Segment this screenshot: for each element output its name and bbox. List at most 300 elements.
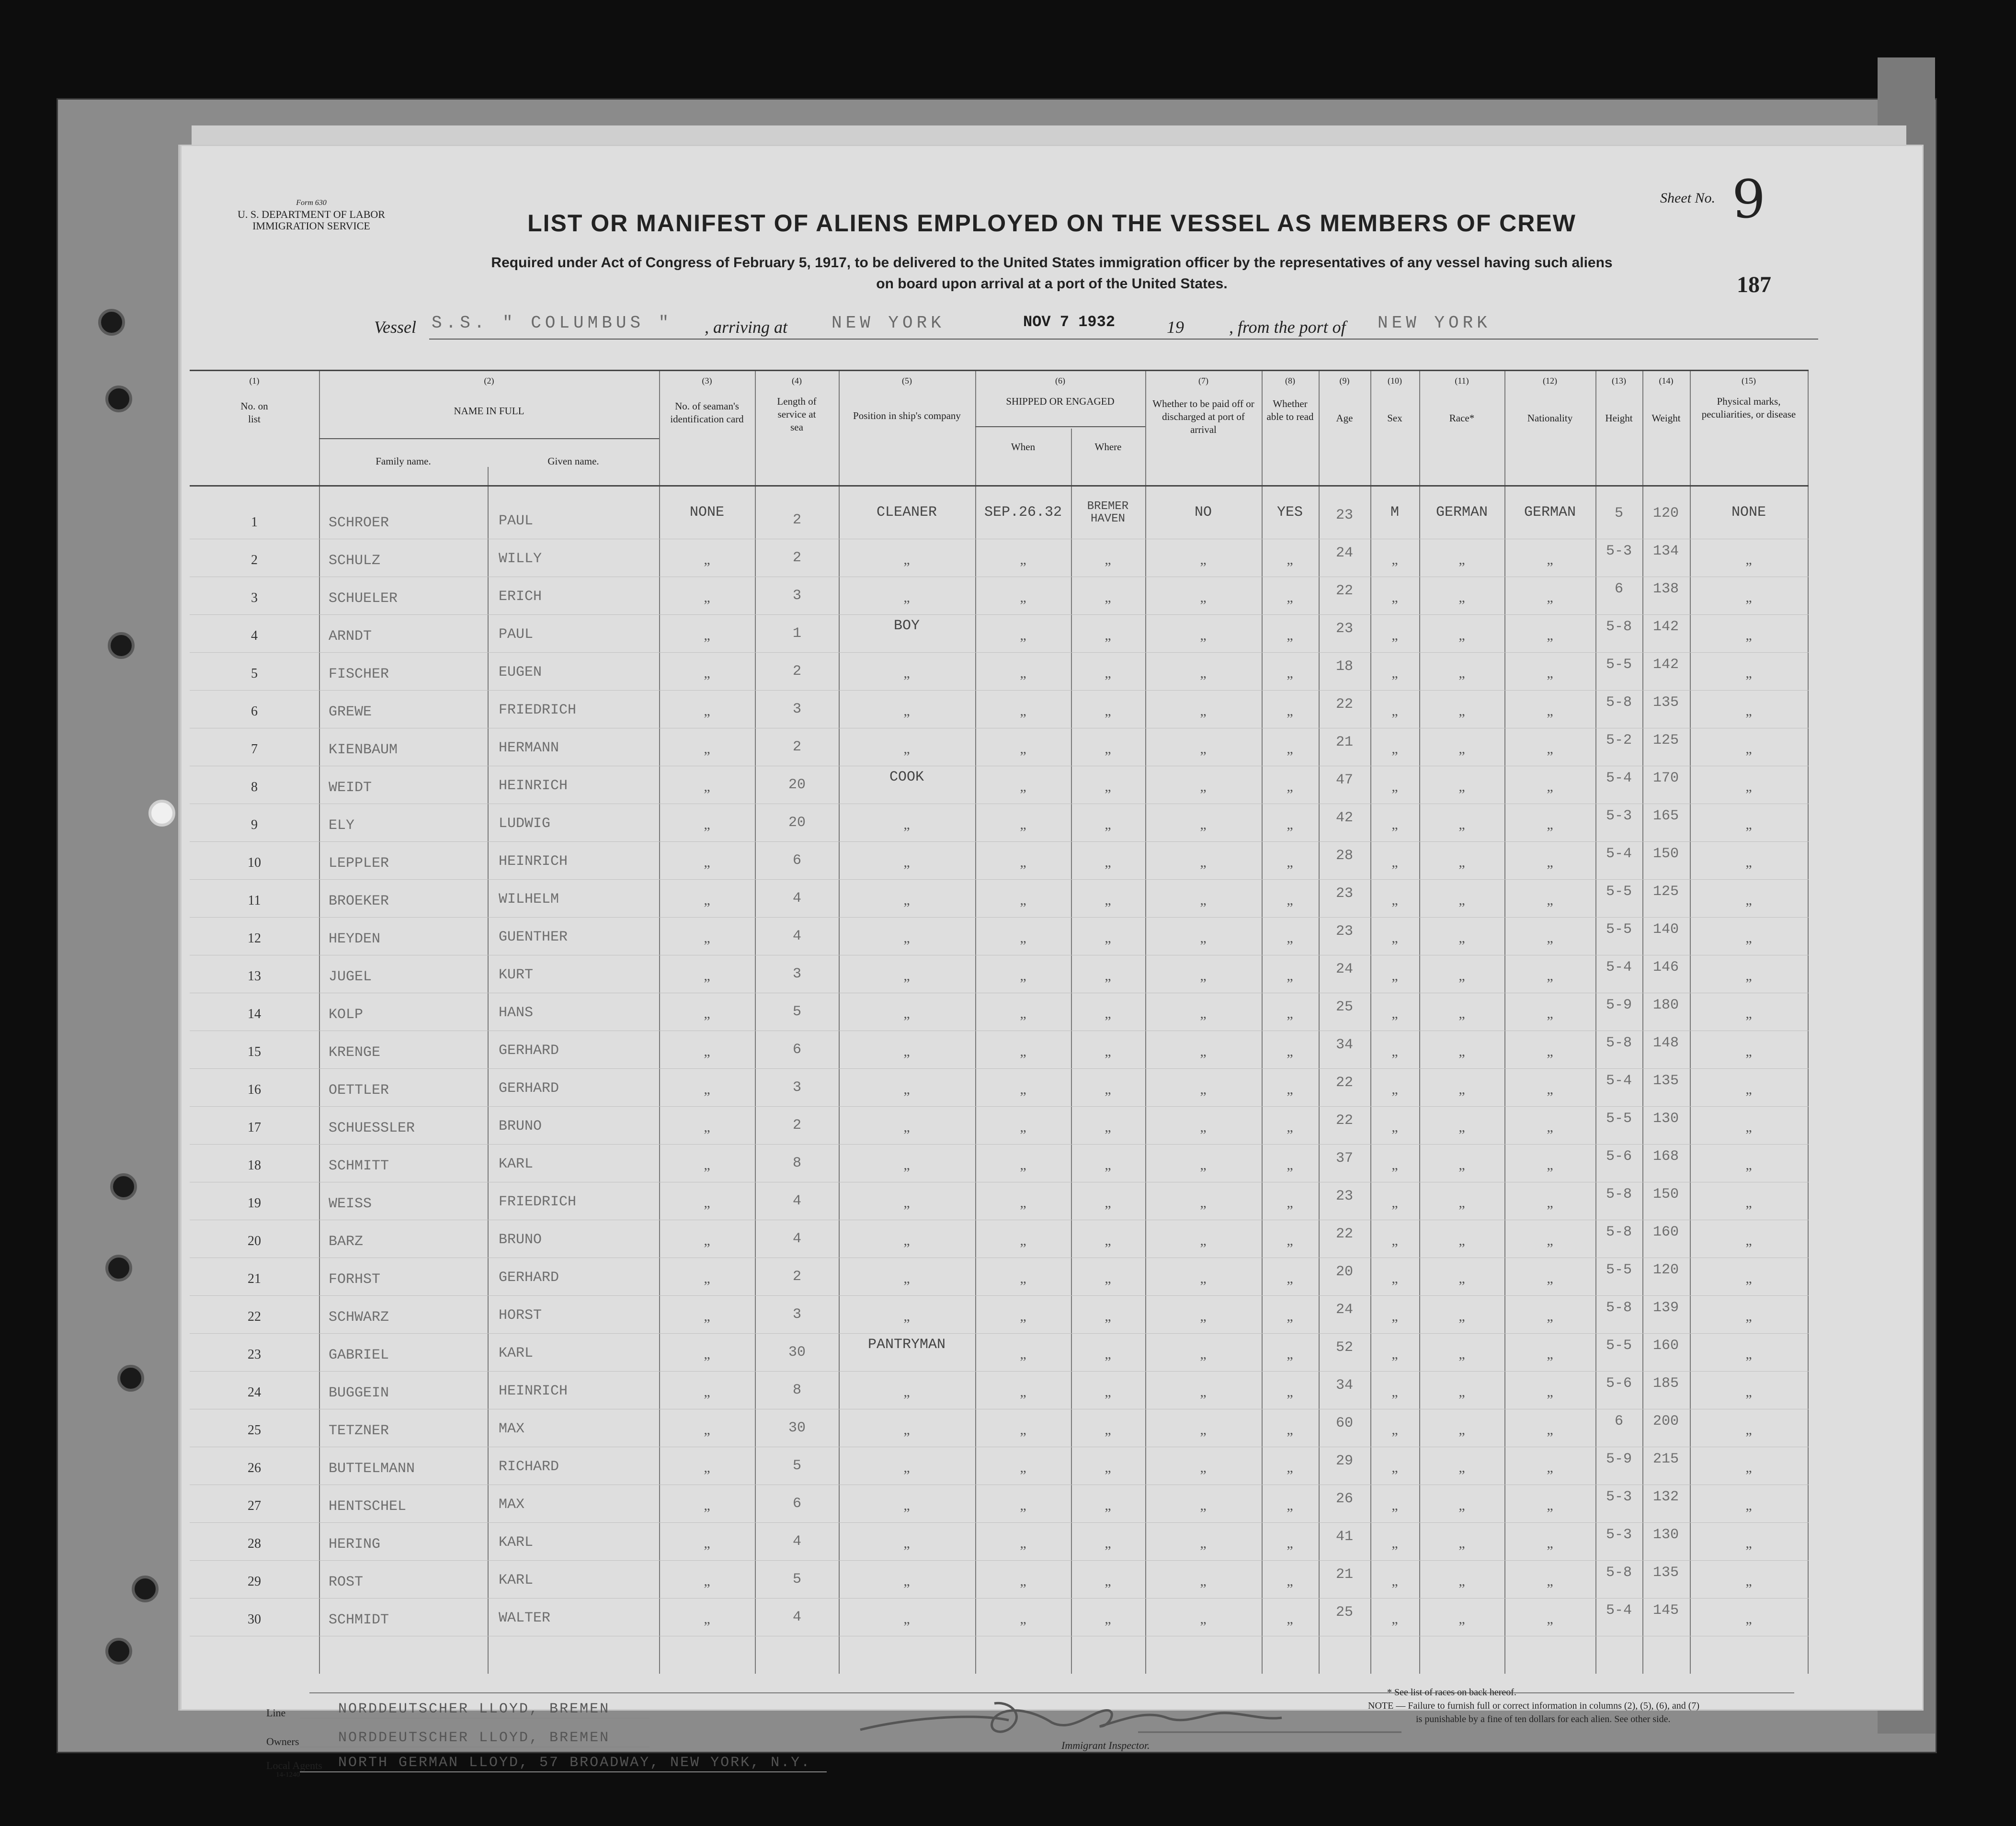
vessel-label: Vessel <box>374 318 416 337</box>
position-ditto: „ <box>903 1611 910 1627</box>
length-of-service: 2 <box>792 1117 802 1134</box>
paid-ditto: „ <box>1200 665 1207 681</box>
where-ditto: „ <box>1105 703 1111 719</box>
card-ditto: „ <box>704 854 710 870</box>
family-name: KOLP <box>329 1007 364 1023</box>
sex-ditto: „ <box>1391 1119 1398 1135</box>
nat-ditto: „ <box>1547 779 1553 794</box>
read-ditto: „ <box>1287 741 1293 757</box>
family-name: TETZNER <box>329 1423 389 1439</box>
weight: 160 <box>1652 1338 1679 1354</box>
row-number: 3 <box>251 590 258 605</box>
when-ditto: „ <box>1020 1006 1026 1021</box>
given-name: KARL <box>499 1345 534 1361</box>
given-name: HEINRICH <box>499 778 568 794</box>
position-ditto: „ <box>903 854 910 870</box>
nat-ditto: „ <box>1547 1043 1553 1059</box>
family-name: FISCHER <box>329 666 389 682</box>
paid-ditto: „ <box>1200 1384 1207 1400</box>
row-number: 18 <box>248 1158 261 1173</box>
marks-ditto: „ <box>1745 1384 1752 1400</box>
given-name: HANS <box>499 1005 534 1021</box>
card-ditto: „ <box>704 590 710 605</box>
arrival-date-stamp: NOV 7 1932 <box>1023 313 1116 331</box>
row-number: 25 <box>248 1423 261 1438</box>
age: 25 <box>1335 1604 1354 1621</box>
nat: GERMAN <box>1524 504 1576 521</box>
sex-ditto: „ <box>1391 1043 1398 1059</box>
weight: 146 <box>1652 959 1679 975</box>
arriving-label: , arriving at <box>705 318 788 337</box>
position-ditto: „ <box>903 1308 910 1324</box>
sex-ditto: „ <box>1391 930 1398 946</box>
family-name: HEYDEN <box>329 931 381 947</box>
crew-table <box>190 370 1809 1674</box>
height: 5-9 <box>1606 997 1632 1013</box>
when-ditto: „ <box>1020 1384 1026 1400</box>
age: 22 <box>1335 583 1354 599</box>
where-ditto: „ <box>1105 1157 1111 1173</box>
when-ditto: „ <box>1020 1535 1026 1551</box>
row-number: 22 <box>248 1309 261 1324</box>
where-ditto: „ <box>1105 1460 1111 1475</box>
card-ditto: „ <box>704 1497 710 1513</box>
length-of-service: 8 <box>792 1155 802 1171</box>
height: 5-9 <box>1606 1451 1632 1467</box>
race-ditto: „ <box>1458 1611 1465 1627</box>
age: 22 <box>1335 1075 1354 1091</box>
subtitle-line-1: Required under Act of Congress of February 5, 1917, to be delivered to the United States immigration officer by the representatives of any vessel having such aliens <box>491 255 1613 271</box>
nat-ditto: „ <box>1547 1573 1553 1589</box>
age: 42 <box>1335 810 1354 826</box>
nat-ditto: „ <box>1547 1422 1553 1438</box>
race-ditto: „ <box>1458 1346 1465 1362</box>
col-12-number: (12) <box>1543 376 1557 386</box>
height: 5-3 <box>1606 1527 1632 1543</box>
card-ditto: „ <box>704 1535 710 1551</box>
where-ditto: „ <box>1105 892 1111 908</box>
weight: 160 <box>1652 1224 1679 1240</box>
row-number: 30 <box>248 1612 261 1627</box>
length-of-service: 8 <box>792 1382 802 1398</box>
paid-ditto: „ <box>1200 1422 1207 1438</box>
card: NONE <box>689 504 725 521</box>
row-number: 19 <box>248 1196 261 1211</box>
position-ditto: „ <box>903 741 910 757</box>
where: BREMER HAVEN <box>1087 500 1129 525</box>
penalty-note-2: is punishable by a fine of ten dollars for each alien. See other side. <box>1416 1714 1671 1724</box>
race-ditto: „ <box>1458 1157 1465 1173</box>
race-ditto: „ <box>1458 1233 1465 1248</box>
height: 5-3 <box>1606 808 1632 824</box>
position-ditto: „ <box>903 1081 910 1097</box>
weight: 150 <box>1652 1186 1679 1202</box>
col-name-in-full: NAME IN FULL <box>454 405 524 417</box>
paid-ditto: „ <box>1200 1043 1207 1059</box>
age: 23 <box>1335 621 1354 637</box>
position-ditto: „ <box>903 1422 910 1438</box>
row-number: 2 <box>251 553 258 567</box>
paid-ditto: „ <box>1200 892 1207 908</box>
when-ditto: „ <box>1020 1346 1026 1362</box>
weight: 170 <box>1652 770 1679 786</box>
family-name: WEIDT <box>329 780 372 796</box>
local-agents-label: Local Agents <box>266 1759 322 1771</box>
where-ditto: „ <box>1105 1384 1111 1400</box>
length-of-service: 2 <box>792 512 802 528</box>
position-ditto: „ <box>903 1119 910 1135</box>
race-ditto: „ <box>1458 854 1465 870</box>
paid-ditto: „ <box>1200 1006 1207 1021</box>
col-2-number: (2) <box>484 376 494 386</box>
given-name: FRIEDRICH <box>499 702 577 718</box>
position-ditto: „ <box>903 1043 910 1059</box>
paid-ditto: „ <box>1200 854 1207 870</box>
position-ditto: „ <box>903 968 910 984</box>
given-name: GERHARD <box>499 1043 559 1059</box>
when-ditto: „ <box>1020 1233 1026 1248</box>
where-ditto: „ <box>1105 1611 1111 1627</box>
paid-ditto: „ <box>1200 1081 1207 1097</box>
marks-ditto: „ <box>1745 1611 1752 1627</box>
marks-ditto: „ <box>1745 665 1752 681</box>
age: 34 <box>1335 1377 1354 1394</box>
family-name: BUTTELMANN <box>329 1461 415 1477</box>
paid-ditto: „ <box>1200 1611 1207 1627</box>
when-ditto: „ <box>1020 1119 1026 1135</box>
marks-ditto: „ <box>1745 1119 1752 1135</box>
weight: 120 <box>1652 505 1679 522</box>
given-name: HORST <box>499 1307 542 1324</box>
race-ditto: „ <box>1458 1422 1465 1438</box>
weight: 134 <box>1652 543 1679 559</box>
when-ditto: „ <box>1020 1270 1026 1286</box>
read-ditto: „ <box>1287 627 1293 643</box>
given-name: WILHELM <box>499 891 559 907</box>
where-ditto: „ <box>1105 741 1111 757</box>
position: BOY <box>893 618 920 634</box>
given-name: WALTER <box>499 1610 551 1626</box>
height: 5-5 <box>1606 1262 1632 1278</box>
when-ditto: „ <box>1020 1195 1026 1211</box>
nat-ditto: „ <box>1547 854 1553 870</box>
read-ditto: „ <box>1287 1006 1293 1021</box>
height: 5-4 <box>1606 770 1632 786</box>
age: 25 <box>1335 999 1354 1015</box>
col-5-number: (5) <box>902 376 912 386</box>
races-note: * See list of races on back hereof. <box>1387 1687 1516 1698</box>
height: 5-8 <box>1606 1300 1632 1316</box>
nat-ditto: „ <box>1547 1497 1553 1513</box>
nat-ditto: „ <box>1547 1157 1553 1173</box>
paid-ditto: „ <box>1200 1195 1207 1211</box>
sex-ditto: „ <box>1391 1384 1398 1400</box>
length-of-service: 20 <box>788 777 806 793</box>
age: 29 <box>1335 1453 1354 1469</box>
when-ditto: „ <box>1020 930 1026 946</box>
paid-ditto: „ <box>1200 1573 1207 1589</box>
race-ditto: „ <box>1458 741 1465 757</box>
read-ditto: „ <box>1287 703 1293 719</box>
length-of-service: 3 <box>792 701 802 717</box>
marks-ditto: „ <box>1745 1535 1752 1551</box>
row-number: 11 <box>248 893 261 908</box>
height: 5-6 <box>1606 1375 1632 1392</box>
weight: 125 <box>1652 732 1679 749</box>
family-name: BUGGEIN <box>329 1385 389 1401</box>
read-ditto: „ <box>1287 1422 1293 1438</box>
length-of-service: 4 <box>792 1533 802 1550</box>
where-ditto: „ <box>1105 1535 1111 1551</box>
age: 34 <box>1335 1037 1354 1053</box>
paid-ditto: „ <box>1200 703 1207 719</box>
read-ditto: „ <box>1287 968 1293 984</box>
read-ditto: „ <box>1287 1233 1293 1248</box>
race-ditto: „ <box>1458 1195 1465 1211</box>
nat-ditto: „ <box>1547 817 1553 832</box>
age: 41 <box>1335 1529 1354 1545</box>
position-ditto: „ <box>903 665 910 681</box>
weight: 142 <box>1652 619 1679 635</box>
length-of-service: 4 <box>792 1231 802 1247</box>
length-of-service: 4 <box>792 1609 802 1625</box>
sex: M <box>1390 504 1400 521</box>
age: 22 <box>1335 1112 1354 1129</box>
when-ditto: „ <box>1020 817 1026 832</box>
age: 47 <box>1335 772 1354 788</box>
paid-ditto: „ <box>1200 1460 1207 1475</box>
col-height: Height <box>1605 412 1633 424</box>
marks-ditto: „ <box>1745 1573 1752 1589</box>
length-of-service: 2 <box>792 663 802 680</box>
sex-ditto: „ <box>1391 1460 1398 1475</box>
col-8-number: (8) <box>1285 376 1295 386</box>
family-name: ELY <box>329 817 355 834</box>
age: 23 <box>1335 885 1354 902</box>
marks-ditto: „ <box>1745 1270 1752 1286</box>
row-number: 29 <box>248 1574 261 1589</box>
marks-ditto: „ <box>1745 817 1752 832</box>
sex-ditto: „ <box>1391 1081 1398 1097</box>
given-name: KURT <box>499 967 534 983</box>
family-name: JUGEL <box>329 969 372 985</box>
col-paid-off: Whether to be paid off or discharged at port of arrival <box>1152 398 1254 435</box>
col-11-number: (11) <box>1455 376 1469 386</box>
where-ditto: „ <box>1105 968 1111 984</box>
when-ditto: „ <box>1020 1422 1026 1438</box>
length-of-service: 30 <box>788 1420 806 1436</box>
nat-ditto: „ <box>1547 1346 1553 1362</box>
marks-ditto: „ <box>1745 590 1752 605</box>
col-sex: Sex <box>1387 412 1402 424</box>
paid-ditto: „ <box>1200 1497 1207 1513</box>
height: 5-4 <box>1606 846 1632 862</box>
where-ditto: „ <box>1105 1422 1111 1438</box>
sex-ditto: „ <box>1391 552 1398 567</box>
height: 5-3 <box>1606 543 1632 559</box>
read-ditto: „ <box>1287 590 1293 605</box>
card-ditto: „ <box>704 1119 710 1135</box>
nat-ditto: „ <box>1547 1308 1553 1324</box>
sex-ditto: „ <box>1391 703 1398 719</box>
sex-ditto: „ <box>1391 665 1398 681</box>
card-ditto: „ <box>704 1346 710 1362</box>
manifest-page <box>178 145 1924 1779</box>
family-name: GABRIEL <box>329 1347 389 1363</box>
length-of-service: 2 <box>792 550 802 566</box>
family-name: GREWE <box>329 704 372 720</box>
inspector-label: Immigrant Inspector. <box>1061 1739 1150 1751</box>
sex-ditto: „ <box>1391 1157 1398 1173</box>
age: 23 <box>1335 1188 1354 1204</box>
height: 5-8 <box>1606 1565 1632 1581</box>
position-ditto: „ <box>903 1535 910 1551</box>
card-ditto: „ <box>704 552 710 567</box>
marks-ditto: „ <box>1745 1422 1752 1438</box>
age: 23 <box>1335 507 1354 523</box>
race-ditto: „ <box>1458 1573 1465 1589</box>
family-name: SCHROER <box>329 515 389 531</box>
penalty-note-1: NOTE — Failure to furnish full or correct information in columns (2), (5), (6), and (7) <box>1368 1701 1700 1711</box>
marks-ditto: „ <box>1745 930 1752 946</box>
when-ditto: „ <box>1020 665 1026 681</box>
col-seaman-card: No. of seaman's identification card <box>670 400 744 425</box>
row-number: 1 <box>251 515 258 530</box>
when-ditto: „ <box>1020 1081 1026 1097</box>
given-name: PAUL <box>499 513 534 529</box>
race-ditto: „ <box>1458 1460 1465 1475</box>
paid-ditto: „ <box>1200 1119 1207 1135</box>
col-10-number: (10) <box>1388 376 1402 386</box>
sheet-number-label: Sheet No. <box>1660 190 1715 206</box>
nat-ditto: „ <box>1547 665 1553 681</box>
length-of-service: 3 <box>792 966 802 982</box>
age: 28 <box>1335 848 1354 864</box>
read-ditto: „ <box>1287 1043 1293 1059</box>
read-ditto: „ <box>1287 1157 1293 1173</box>
paid-ditto: „ <box>1200 741 1207 757</box>
where-ditto: „ <box>1105 1195 1111 1211</box>
when-ditto: „ <box>1020 892 1026 908</box>
weight: 140 <box>1652 921 1679 938</box>
position-ditto: „ <box>903 817 910 832</box>
owners-value: NORDDEUTSCHER LLOYD, BREMEN <box>338 1730 610 1746</box>
paid-ditto: „ <box>1200 1535 1207 1551</box>
col-14-number: (14) <box>1659 376 1674 386</box>
binder-hole <box>98 309 125 336</box>
where-ditto: „ <box>1105 779 1111 794</box>
position-ditto: „ <box>903 930 910 946</box>
weight: 180 <box>1652 997 1679 1013</box>
family-name: SCHULZ <box>329 553 381 569</box>
when-ditto: „ <box>1020 552 1026 567</box>
weight: 135 <box>1652 1073 1679 1089</box>
col-4-number: (4) <box>792 376 802 386</box>
when-ditto: „ <box>1020 779 1026 794</box>
length-of-service: 4 <box>792 890 802 907</box>
read-ditto: „ <box>1287 817 1293 832</box>
where-ditto: „ <box>1105 817 1111 832</box>
where-ditto: „ <box>1105 1346 1111 1362</box>
race-ditto: „ <box>1458 1043 1465 1059</box>
sex-ditto: „ <box>1391 741 1398 757</box>
family-name: ROST <box>329 1574 364 1590</box>
col-physical-marks: Physical marks, peculiarities, or disease <box>1701 396 1796 420</box>
height: 5-4 <box>1606 1073 1632 1089</box>
when-ditto: „ <box>1020 1043 1026 1059</box>
marks-ditto: „ <box>1745 892 1752 908</box>
length-of-service: 5 <box>792 1458 802 1474</box>
race-ditto: „ <box>1458 817 1465 832</box>
read-ditto: „ <box>1287 1195 1293 1211</box>
year-label: 19 <box>1167 318 1184 337</box>
age: 52 <box>1335 1339 1354 1356</box>
length-of-service: 30 <box>788 1344 806 1361</box>
page-title: LIST OR MANIFEST OF ALIENS EMPLOYED ON THE VESSEL AS MEMBERS OF CREW <box>527 210 1576 237</box>
weight: 185 <box>1652 1375 1679 1392</box>
height: 5-8 <box>1606 1035 1632 1051</box>
given-name: ERICH <box>499 589 542 605</box>
sheet-number-value: 9 <box>1732 169 1765 230</box>
from-port-label: , from the port of <box>1229 318 1346 337</box>
read-ditto: „ <box>1287 552 1293 567</box>
given-name: RICHARD <box>499 1459 559 1475</box>
agents-code: 14-1240 <box>276 1771 300 1779</box>
sex-ditto: „ <box>1391 1346 1398 1362</box>
line-label: Line <box>266 1707 286 1719</box>
given-name: GERHARD <box>499 1270 559 1286</box>
col-nationality: Nationality <box>1527 412 1573 424</box>
card-ditto: „ <box>704 703 710 719</box>
age: 24 <box>1335 545 1354 561</box>
card-ditto: „ <box>704 1043 710 1059</box>
race-ditto: „ <box>1458 627 1465 643</box>
given-name: PAUL <box>499 626 534 643</box>
weight: 200 <box>1652 1413 1679 1429</box>
form-number: Form 630 <box>296 199 327 207</box>
row-number: 28 <box>248 1536 261 1551</box>
when-ditto: „ <box>1020 1611 1026 1627</box>
nat-ditto: „ <box>1547 627 1553 643</box>
race-ditto: „ <box>1458 1081 1465 1097</box>
paid-ditto: „ <box>1200 1346 1207 1362</box>
where-ditto: „ <box>1105 1497 1111 1513</box>
binder-hole <box>105 1255 132 1282</box>
age: 60 <box>1335 1415 1354 1431</box>
paid-ditto: „ <box>1200 779 1207 794</box>
read-ditto: „ <box>1287 1346 1293 1362</box>
sex-ditto: „ <box>1391 892 1398 908</box>
where-ditto: „ <box>1105 1573 1111 1589</box>
vessel-name: S.S. " COLUMBUS " <box>432 313 673 333</box>
sex-ditto: „ <box>1391 779 1398 794</box>
family-name: OETTLER <box>329 1082 389 1099</box>
given-name: MAX <box>499 1421 525 1437</box>
nat-ditto: „ <box>1547 1270 1553 1286</box>
nat-ditto: „ <box>1547 552 1553 567</box>
family-name: HENTSCHEL <box>329 1498 407 1515</box>
row-number: 14 <box>248 1007 261 1021</box>
length-of-service: 4 <box>792 928 802 944</box>
family-name: WEISS <box>329 1196 372 1212</box>
row-number: 16 <box>248 1082 261 1097</box>
nat-ditto: „ <box>1547 1006 1553 1021</box>
row-number: 8 <box>251 780 258 794</box>
arriving-port: NEW YORK <box>831 313 945 333</box>
given-name: KARL <box>499 1572 534 1588</box>
race-ditto: „ <box>1458 968 1465 984</box>
nat-ditto: „ <box>1547 1384 1553 1400</box>
